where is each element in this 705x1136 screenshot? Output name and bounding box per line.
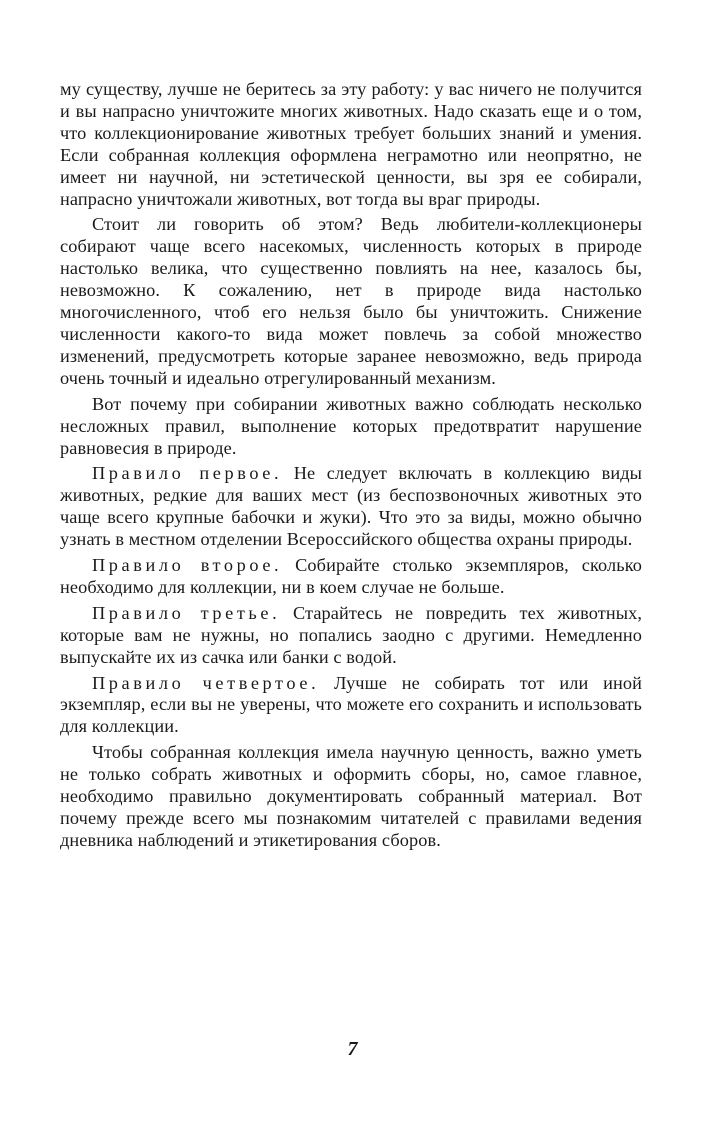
- rule-second: [60, 555, 642, 599]
- rule-fourth-text: Лучше не собирать тот или иной экземпляр, если вы не уверены, что можете его сохранить и использовать для коллекции.: [60, 672, 643, 737]
- paragraph-1-text: му существу, лучше не беритесь за эту работу: у вас ничего не получится и вы напрасно уничтожите многих животных. Надо сказать еще и о том, что коллекционирование животных требует больших знаний и умения. Если собранная коллекция оформлена неграмотно или неопрятно, не имеет ни научной, ни эстетической ценности, вы зря ее собирали, напрасно уничтожали животных, вот тогда вы враг природы.: [60, 79, 642, 209]
- paragraph-1: [60, 79, 642, 210]
- rule-third-text: Старайтесь не повредить тех животных, которые вам не нужны, но попались заодно с другими. Немедленно выпускайте их из сачка или банки с водой.: [60, 602, 642, 667]
- rule-third: [60, 603, 642, 669]
- rule-fourth: [60, 673, 642, 739]
- body-text: [60, 79, 642, 852]
- paragraph-2-text: Стоит ли говорить об этом? Ведь любители-коллекционеры собирают чаще всего насекомых, численность которых в природе настолько велика, что существенно повлиять на нее, казалось бы, невозможно. К сожалению, нет в природе вида настолько многочисленного, чтоб его нельзя было бы уничтожить. Снижение численности какого-то вида может повлечь за собой множество изменений, предусмотреть которые заранее невозможно, ведь природа очень точный и идеально отрегулированный механизм.: [60, 214, 642, 388]
- paragraph-final-text: Чтобы собранная коллекция имела научную ценность, важно уметь не только собрать животных и оформить сборы, но, самое главное, необходимо правильно документировать собранный материал. Вот почему прежде всего мы познакомим читателей с правилами ведения дневника наблюдений и этикетирования сборов.: [60, 742, 642, 850]
- paragraph-3-text: Вот почему при собирании животных важно соблюдать несколько несложных правил, выполнение которых предотвратит нарушение равновесия в природе.: [60, 393, 642, 458]
- paragraph-3: [60, 394, 642, 460]
- rule-first: [60, 463, 642, 551]
- rule-second-text: Собирайте столько экземпляров, сколько необходимо для коллекции, ни в коем случае не больше.: [60, 555, 642, 597]
- paragraph-final: [60, 742, 642, 852]
- rule-fourth-heading: Правило четвертое.: [92, 672, 320, 693]
- rule-third-heading: Правило третье.: [92, 602, 281, 623]
- rule-second-heading: Правило второе.: [92, 555, 283, 576]
- rule-first-heading: Правило первое.: [92, 463, 283, 484]
- rule-first-text: Не следует включать в коллекцию виды животных, редкие для ваших мест (из беспозвоночных животных это чаще всего крупные бабочки и жуки). Что это за виды, можно обычно узнать в местном отделении Всероссийского общества охраны природы.: [60, 463, 642, 550]
- paragraph-2: [60, 214, 642, 389]
- page-number: 7: [347, 1038, 358, 1060]
